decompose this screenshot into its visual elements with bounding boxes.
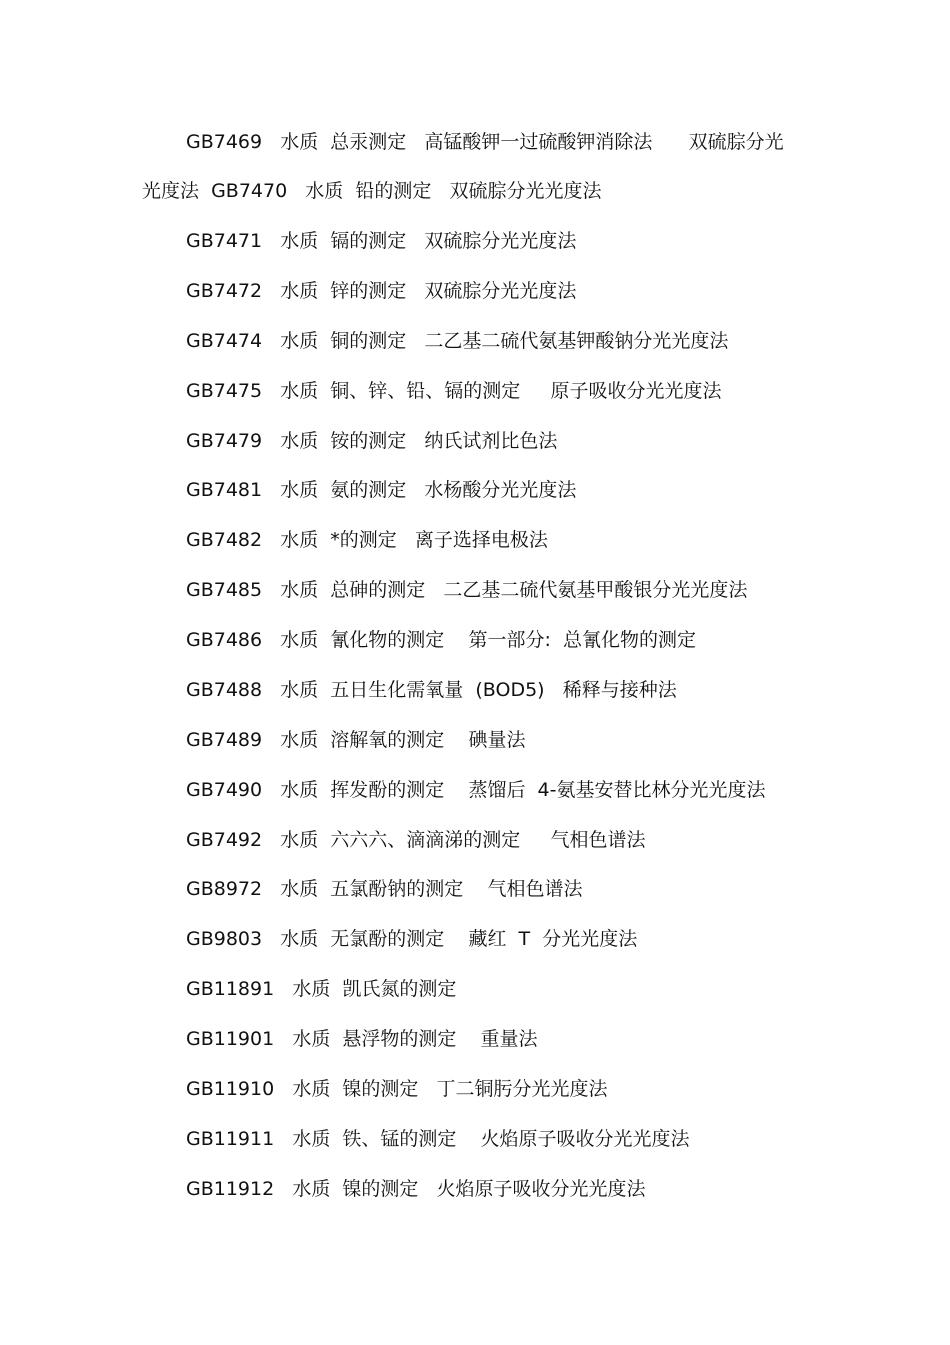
standard-line: GB7482 水质 *的测定 离子选择电极法 [186,529,548,551]
standard-line: GB7474 水质 铜的测定 二乙基二硫代氨基钾酸钠分光光度法 [186,330,729,352]
standard-line: GB11910 水质 镍的测定 丁二铜肟分光光度法 [186,1078,608,1100]
standard-line: GB7490 水质 挥发酚的测定 蒸馏后 4-氨基安替比林分光光度法 [186,779,766,801]
standard-line: 光度法 GB7470 水质 铅的测定 双硫腙分光光度法 [142,180,602,202]
standard-line: GB7488 水质 五日生化需氧量 (BOD5) 稀释与接种法 [186,679,677,701]
standard-line: GB7471 水质 镉的测定 双硫腙分光光度法 [186,230,577,252]
standard-line: GB9803 水质 无氯酚的测定 藏红 T 分光光度法 [186,928,638,950]
standard-line: GB7481 水质 氨的测定 水杨酸分光光度法 [186,479,577,501]
standard-line: GB7492 水质 六六六、滴滴涕的测定 气相色谱法 [186,829,646,851]
standard-line: GB11912 水质 镍的测定 火焰原子吸收分光光度法 [186,1178,646,1200]
standard-line: GB7475 水质 铜、锌、铅、镉的测定 原子吸收分光光度法 [186,380,722,402]
standard-line: GB7485 水质 总砷的测定 二乙基二硫代氨基甲酸银分光光度法 [186,579,748,601]
standard-line: GB7489 水质 溶解氧的测定 碘量法 [186,729,526,751]
standard-line: GB7469 水质 总汞测定 高锰酸钾一过硫酸钾消除法 双硫腙分光 [186,131,784,153]
standard-line: GB11911 水质 铁、锰的测定 火焰原子吸收分光光度法 [186,1128,690,1150]
standard-line: GB7479 水质 铵的测定 纳氏试剂比色法 [186,430,558,452]
standard-line: GB7472 水质 锌的测定 双硫腙分光光度法 [186,280,577,302]
standard-line: GB7486 水质 氰化物的测定 第一部分: 总氰化物的测定 [186,629,696,651]
standard-line: GB11891 水质 凯氏氮的测定 [186,978,457,1000]
standard-line: GB8972 水质 五氯酚钠的测定 气相色谱法 [186,878,583,900]
standard-line: GB11901 水质 悬浮物的测定 重量法 [186,1028,538,1050]
